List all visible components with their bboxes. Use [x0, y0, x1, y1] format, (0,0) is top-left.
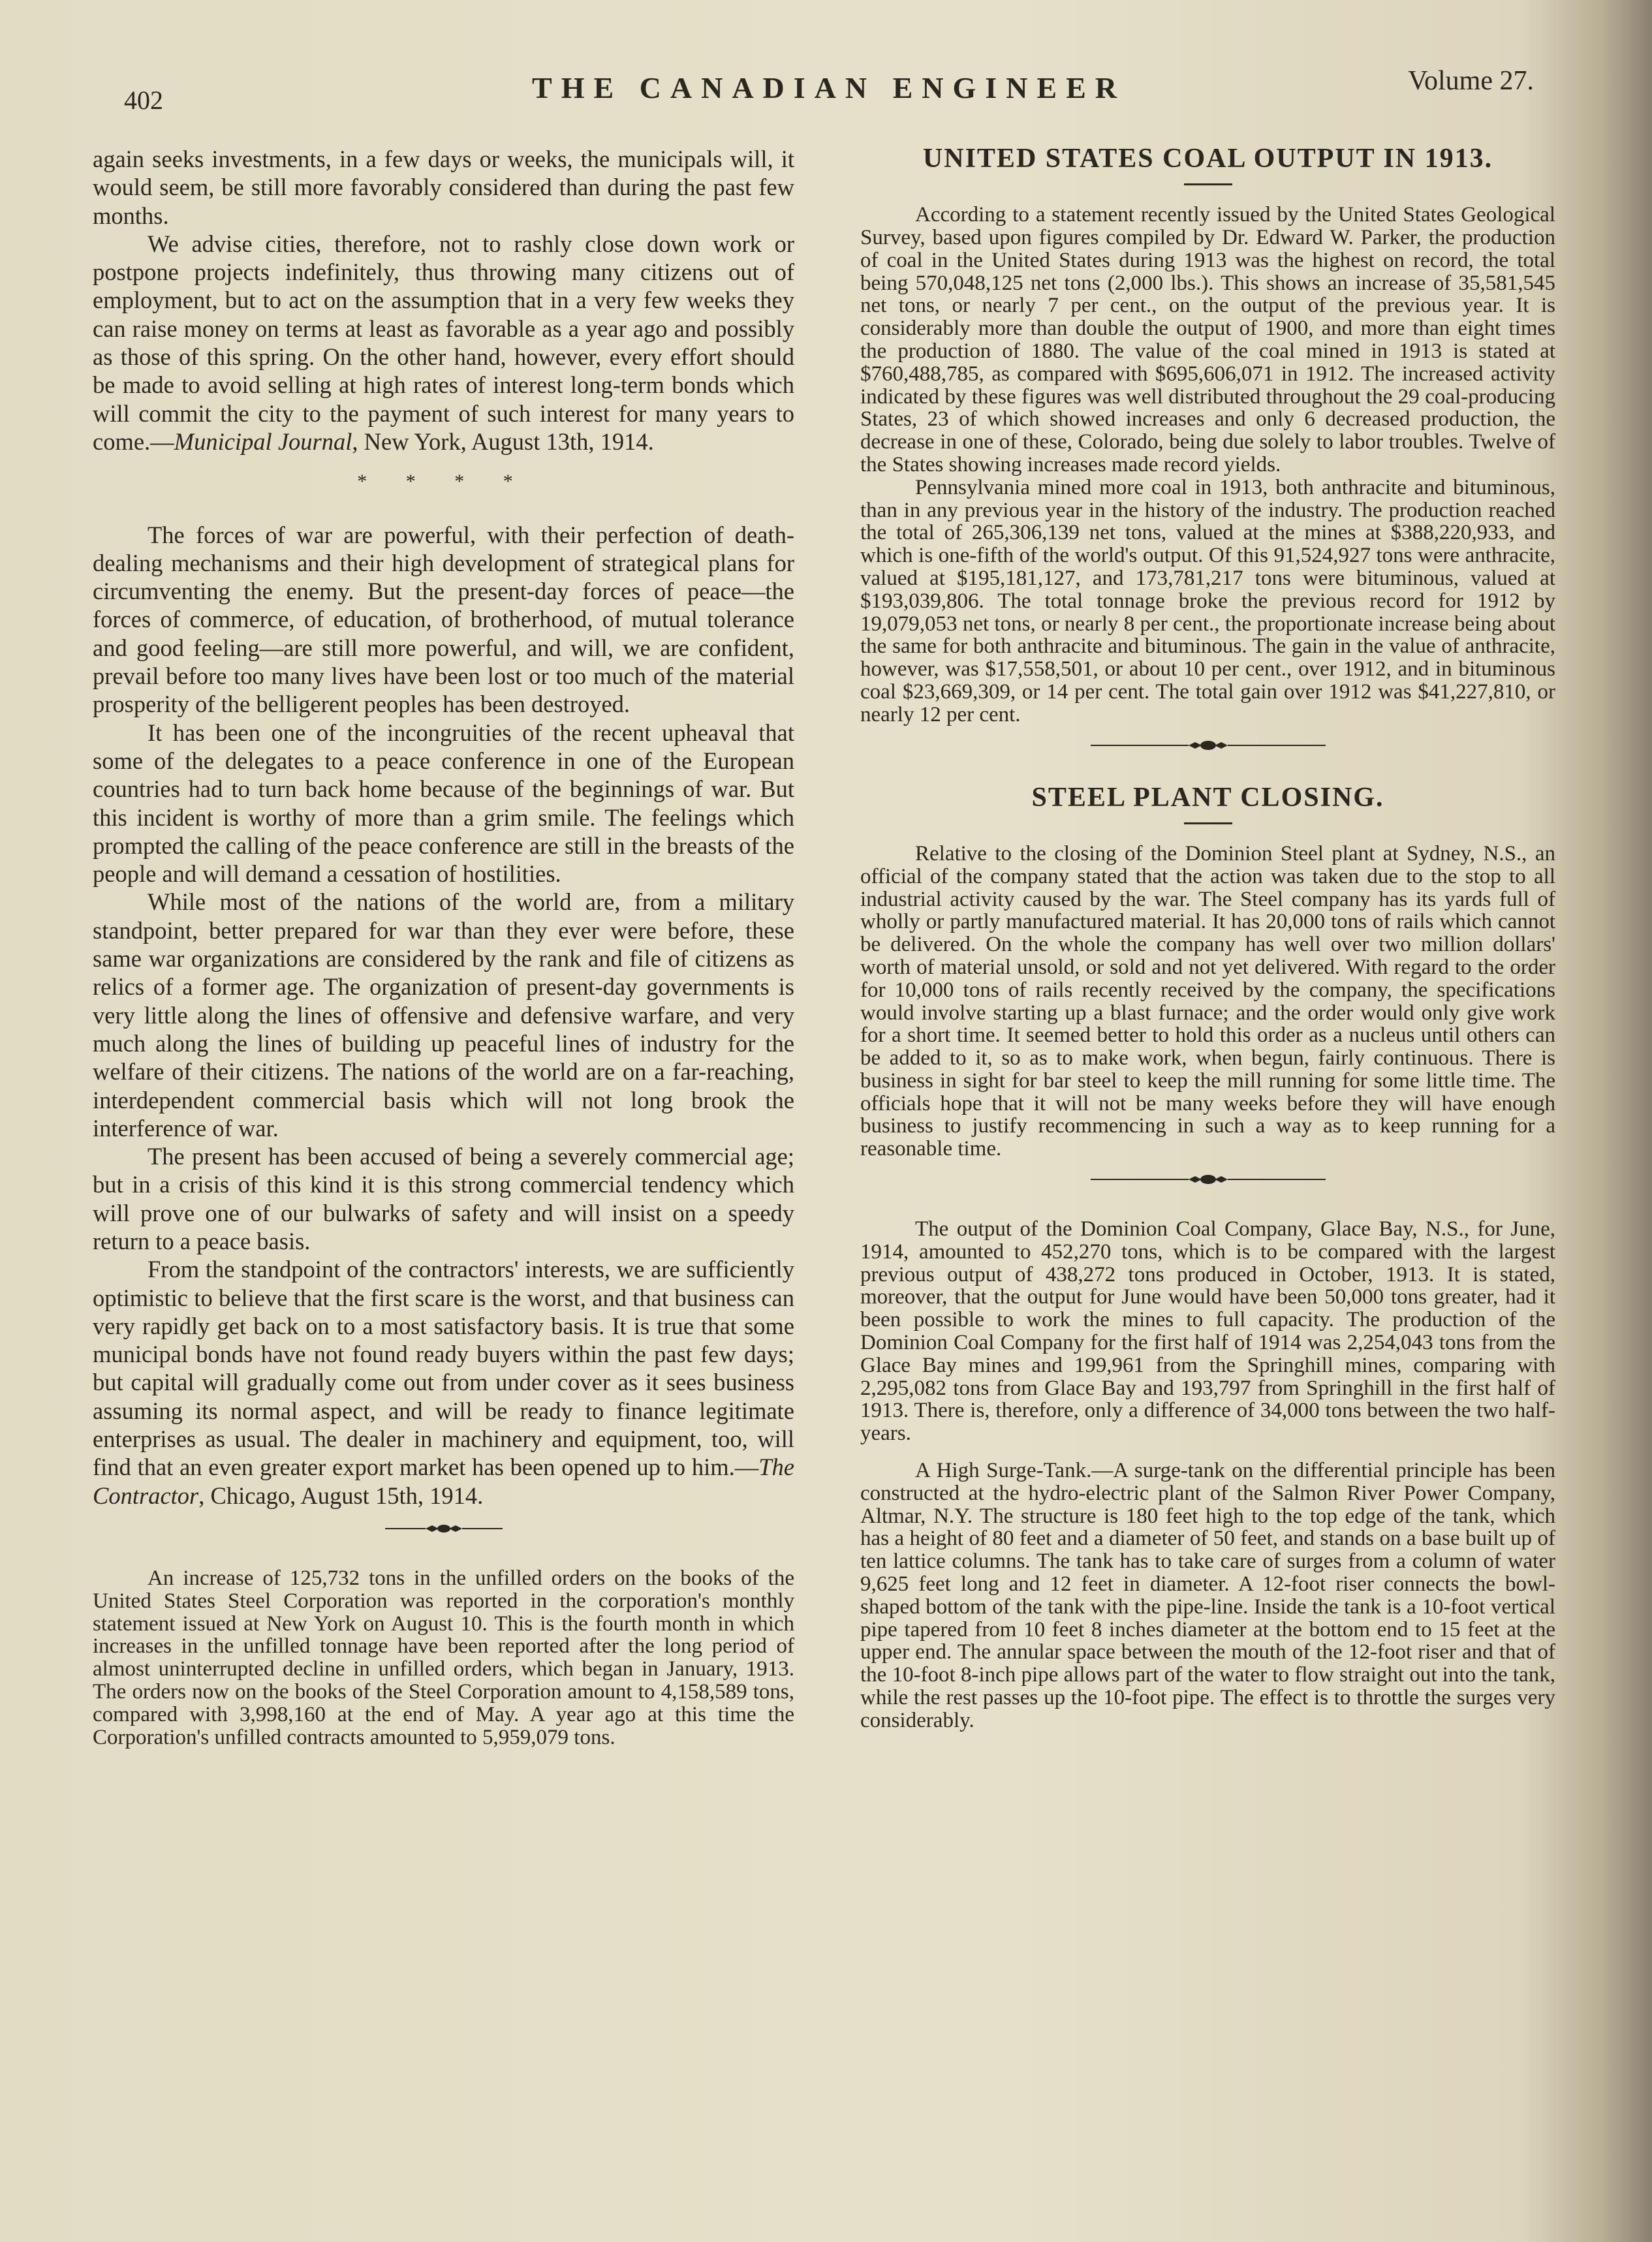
paragraph: From the standpoint of the contractors' interests, we are sufficiently optimistic to believe that the first scare is the worst, and that business can very rapidly get back on to a most satisfactory basis. It is true that some municipal bonds have not found ready buyers within the past few days; but capital will gradually come out from under cover as it sees business assuming its normal aspect, and will be ready to finance legitimate enterprises as usual. The dealer in machinery and equipment, too, will find that an even greater export market has been opened up to him.—The Contractor, Chicago, August 15th, 1914.	[93, 1256, 794, 1509]
ornament-divider	[860, 1168, 1555, 1191]
paragraph: Pennsylvania mined more coal in 1913, both anthracite and bituminous, than in any previous year in the history of the industry. The production reached the total of 265,306,139 net tons, valued at the mines at $388,220,933, and which is one-fifth of the world's output. Of this 91,524,927 tons were anthracite, valued at $195,181,127, and 173,781,217 tons were bituminous, valued at $193,039,806. The total tonnage broke the previous record for 1912 by 19,079,053 net tons, or nearly 8 per cent., the proportionate increase being about the same for both anthracite and bituminous. The gain in the value of anthracite, however, was $17,558,501, or about 10 per cent., over 1912, and in bituminous coal $23,669,309, or 14 per cent. The total gain over 1912 was $41,227,810, or nearly 12 per cent.	[860, 475, 1555, 726]
paragraph: According to a statement recently issued by the United States Geological Survey, based upon figures compiled by Dr. Edward W. Parker, the production of coal in the United States during 1913 was the highest on record, the total being 570,048,125 net tons (2,000 lbs.). This shows an increase of 35,581,545 net tons, or nearly 7 per cent., on the output of the previous year. It is considerably more than double the output of 1900, and more than eight times the production of 1880. The value of the coal mined in 1913 is stated at $760,488,785, as compared with $695,606,071 in 1912. The increased activity indicated by these figures was well distributed throughout the 29 coal-producing States, 23 of which showed increases and only 6 decreased production, the decrease in one of these, Colorado, being due solely to labor troubles. Twelve of the States showing increases made record yields.	[860, 203, 1555, 477]
paragraph: Relative to the closing of the Dominion Steel plant at Sydney, N.S., an official of the company stated that the action was taken due to the stop to all industrial activity caused by the war. The Steel company has its yards full of wholly or partly manufactured material. It has 20,000 tons of rails which cannot be delivered. On the whole the company has well over two million dollars' worth of material unsold, or sold and not yet delivered. With regard to the order for 10,000 tons of rails recently received by the company, the specifications would involve starting up a blast furnace; and the order would only give work for a short time. It seemed better to hold this order as a nucleus until others can be added to it, so as to make work, when begun, fairly continuous. There is business in sight for bar steel to keep the mill running for some little time. The officials hope that it will not be many weeks before they will have enough business to justify recommencing in such a way as to keep running for a reasonable time.	[860, 841, 1555, 1161]
ornament-divider	[860, 734, 1555, 756]
section-break-asterisks: * * * *	[357, 471, 530, 493]
source-citation: The Contractor	[93, 1454, 794, 1509]
paragraph: We advise cities, therefore, not to rashly close down work or postpone projects indefinitely, thus throwing many citizens out of employment, but to act on the assumption that in a very few weeks they can raise money on terms at least as favorable as a year ago and possibly as those of this spring. On the other hand, however, every effort should be made to avoid selling at high rates of interest long-term bonds which will commit the city to the payment of such interest for many years to come.—Municipal Journal, New York, August 13th, 1914.	[93, 230, 794, 455]
page-number: 402	[124, 86, 163, 115]
paragraph: The forces of war are powerful, with their perfection of death-dealing mechanisms and their high development of strategical plans for circumventing the enemy. But the present-day forces of peace—the forces of commerce, of education, of brotherhood, of mutual tolerance and good feeling—are still more powerful, and will, we are confident, prevail before too many lives have been lost or too much of the material prosperity of the belligerent peoples has been destroyed.	[93, 521, 794, 718]
heading-rule	[1184, 183, 1232, 185]
article-heading: STEEL PLANT CLOSING.	[1031, 782, 1384, 813]
volume-label: Volume 27.	[1408, 66, 1534, 96]
paragraph: An increase of 125,732 tons in the unfilled orders on the books of the United States Steel Corporation was reported in the corporation's monthly statement issued at New York on August 10. This is the fourth month in which increases in the unfilled tonnage have been reported after the long period of almost uninterrupted decline in unfilled orders, which began in January, 1913. The orders now on the books of the Steel Corporation amount to 4,158,589 tons, compared with 3,998,160 at the end of May. A year ago at this time the Corporation's unfilled contracts amounted to 5,959,079 tons.	[93, 1566, 794, 1749]
running-header	[124, 63, 1534, 115]
paragraph: It has been one of the incongruities of the recent upheaval that some of the delegates to a peace conference in one of the European countries had to turn back home because of the beginnings of war. But this incident is worthy of more than a grim smile. The feelings which prompted the calling of the peace conference are still in the breasts of the people and will demand a cessation of hostilities.	[93, 719, 794, 888]
paragraph: The present has been accused of being a severely commercial age; but in a crisis of this kind it is this strong commercial tendency which will prove one of our bulwarks of safety and will insist on a speedy return to a peace basis.	[93, 1143, 794, 1254]
journal-title: THE CANADIAN ENGINEER	[532, 71, 1126, 104]
paragraph: While most of the nations of the world are, from a military standpoint, better prepared for war than they ever were before, these same war organizations are considered by the rank and file of citizens as relics of a former age. The organization of present-day governments is very little along the lines of offensive and defensive warfare, and very much along the lines of building up peaceful lines of industry for the welfare of their citizens. The nations of the world are on a far-reaching, interdependent commercial basis which will not long brook the interference of war.	[93, 888, 794, 1142]
paragraph: again seeks investments, in a few days or weeks, the municipals will, it would seem, be still more favorably considered than during the past few months.	[93, 146, 794, 229]
paragraph: The output of the Dominion Coal Company, Glace Bay, N.S., for June, 1914, amounted to 452,270 tons, which is to be compared with the largest previous output of 438,272 tons produced in October, 1913. It is stated, moreover, that the output for June would have been 50,000 tons greater, had it been possible to work the mines to full capacity. The production of the Dominion Coal Company for the first half of 1914 was 2,254,043 tons from the Glace Bay mines and 199,961 from the Springhill mines, comparing with 2,295,082 tons from Glace Bay and 193,797 from Springhill in the first half of 1913. There is, therefore, only a difference of 34,000 tons between the two half-years.	[860, 1217, 1555, 1446]
article-heading: UNITED STATES COAL OUTPUT IN 1913.	[922, 144, 1493, 174]
source-citation: Municipal Journal	[174, 428, 352, 455]
ornament-divider	[93, 1518, 794, 1540]
heading-rule	[1184, 822, 1232, 824]
paragraph: A High Surge-Tank.—A surge-tank on the differential principle has been constructed at the hydro-electric plant of the Salmon River Power Company, Altmar, N.Y. The structure is 180 feet high to the top edge of the tank, which has a height of 80 feet and a diameter of 50 feet, and stands on a base built up of ten lattice columns. The tank has to take care of surges from a column of water 9,625 feet long and 12 feet in diameter. A 12-foot riser connects the bowl-shaped bottom of the tank with the pipe-line. Inside the tank is a 10-foot vertical pipe tapered from 10 feet 8 inches diameter at the bottom end to 15 feet at the upper end. The annular space between the mouth of the 12-foot riser and that of the 10-foot 8-inch pipe allows part of the water to flow straight out into the tank, while the rest passes up the 10-foot pipe. The effect is to throttle the surges very considerably.	[860, 1459, 1555, 1732]
right-column	[860, 145, 1555, 1732]
left-column	[93, 145, 794, 1749]
